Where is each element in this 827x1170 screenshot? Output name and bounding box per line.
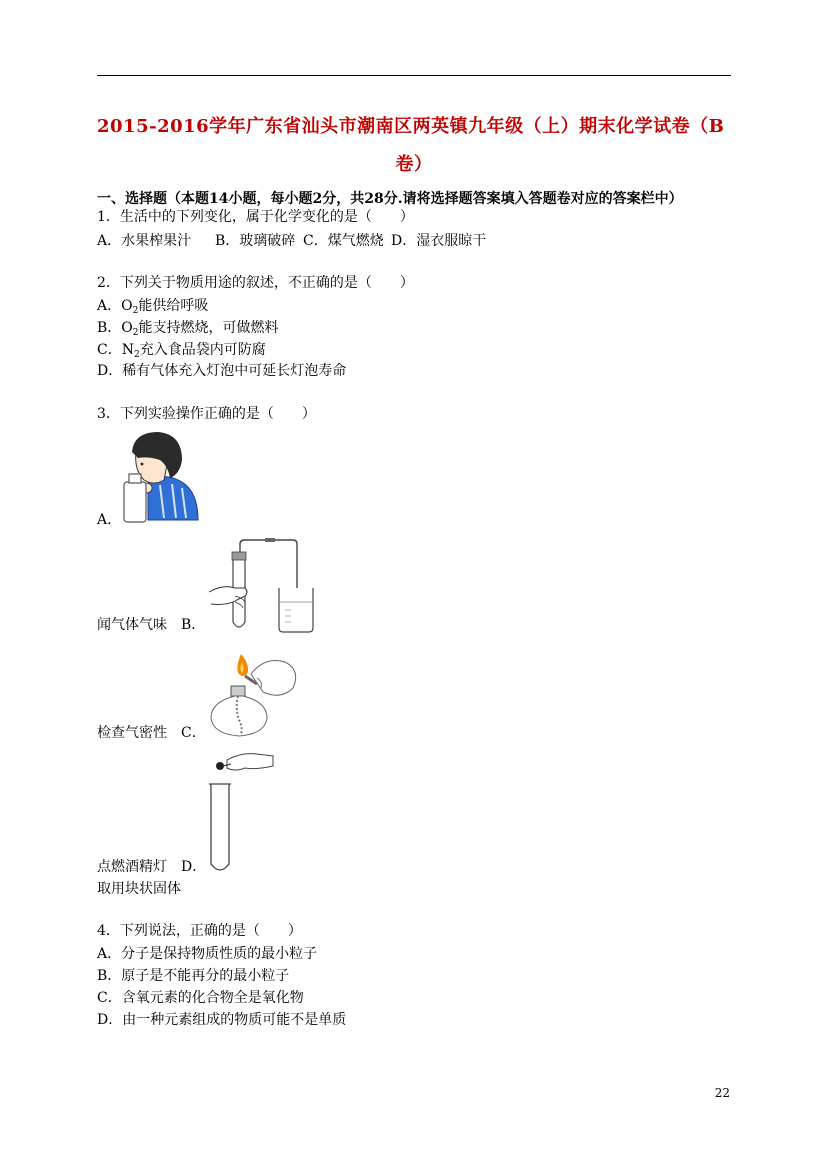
q1-option-a: A．水果榨果汁 bbox=[97, 233, 192, 249]
q1-option-c: C．煤气燃烧 bbox=[303, 233, 384, 249]
q3-option-a-caption: 闻气体气味 B． bbox=[97, 617, 206, 633]
smelling-gas-figure bbox=[120, 430, 200, 525]
q1-options bbox=[97, 232, 486, 250]
q3-stem: 3．下列实验操作正确的是（ ） bbox=[97, 406, 316, 422]
solid-reagent-figure bbox=[205, 752, 275, 874]
q3-option-b-label: B． bbox=[181, 617, 206, 633]
q3-option-c-label: C． bbox=[181, 725, 206, 741]
q4-stem: 4．下列说法，正确的是（ ） bbox=[97, 923, 302, 939]
q1-option-b: B．玻璃破碎 bbox=[215, 233, 296, 249]
exam-title-line2: 卷） bbox=[395, 154, 433, 175]
header-rule bbox=[97, 75, 731, 76]
q4-option-d: D．由一种元素组成的物质可能不是单质 bbox=[97, 1012, 347, 1028]
q1-stem: 1．生活中的下列变化，属于化学变化的是（ ） bbox=[97, 209, 414, 225]
q4-option-a: A．分子是保持物质性质的最小粒子 bbox=[97, 946, 318, 962]
q2-option-c: C．$N_2$充入食品袋内可防腐 bbox=[97, 342, 266, 360]
alcohol-lamp-figure bbox=[205, 648, 305, 740]
q2-stem: 2．下列关于物质用途的叙述，不正确的是（ ） bbox=[97, 275, 414, 291]
q4-option-b: B．原子是不能再分的最小粒子 bbox=[97, 968, 290, 984]
q3-option-d-caption: 取用块状固体 bbox=[97, 881, 181, 897]
q3-option-d-label: D． bbox=[181, 859, 207, 875]
q3-option-b-caption: 检查气密性 C． bbox=[97, 725, 206, 741]
section-heading: 一、选择题（本题14小题，每小题2分，共28分.请将选择题答案填入答题卷对应的答案栏中） bbox=[97, 191, 683, 207]
q2-option-a: A．$O_2$能供给呼吸 bbox=[97, 298, 209, 316]
q3-option-c-caption: 点燃酒精灯 D． bbox=[97, 859, 207, 875]
airtightness-check-figure bbox=[205, 540, 315, 635]
page-number: 22 bbox=[714, 1086, 730, 1100]
q4-option-c: C．含氧元素的化合物全是氧化物 bbox=[97, 990, 304, 1006]
q2-option-b: B．$O_2$能支持燃烧，可做燃料 bbox=[97, 320, 279, 338]
exam-title-line1: 2015-2016学年广东省汕头市潮南区两英镇九年级（上）期末化学试卷（B bbox=[97, 116, 725, 137]
q2-option-d: D．稀有气体充入灯泡中可延长灯泡寿命 bbox=[97, 363, 347, 379]
q1-option-d: D．湿衣服晾干 bbox=[391, 233, 487, 249]
q3-option-a-label: A． bbox=[97, 512, 122, 528]
